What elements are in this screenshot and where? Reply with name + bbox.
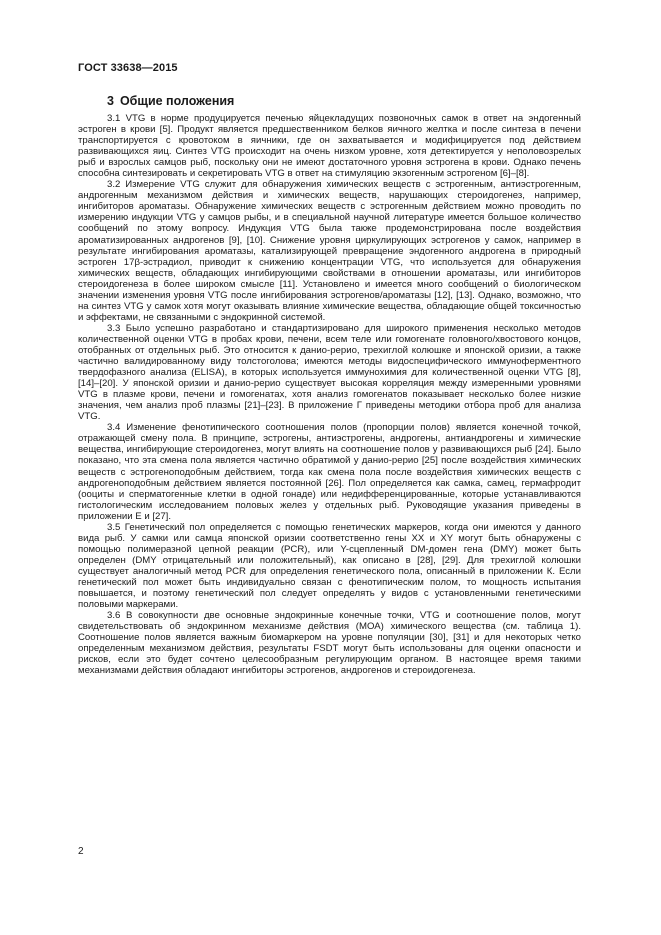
paragraph-3-3: 3.3 Было успешно разработано и стандартизировано для широкого применения несколько методов количественной оценки VTG в пробах крови, печени, всем теле или гомогенате головного/хвостового концов, отобранных от отдельных рыб. Это относится к данио-рерио, трехиглой колюшке и японской оризии, а также частично валидированному виду толстоголова; имеются методы видоспецифического иммуноферментного твердофазного анализа (ELISA), в которых используется иммунохимия для количественной оценки VTG [8], [14]–[20]. У японской оризии и данио-рерио существует высокая корреляция между измеренными уровнями VTG в плазме крови, печени и гомогенатах, хотя анализ гомогенатов показывает несколько более низкие значения, чем анализ проб плазмы [21]–[23]. В приложение Г приведены методики отбора проб для анализа VTG. [78, 322, 581, 423]
paragraph-3-4: 3.4 Изменение фенотипического соотношения полов (пропорции полов) является конечной точкой, отражающей смену пола. В принципе, эстрогены, антиэстрогены, андрогены, антиандрогены и химические вещества, ингибирующие стероидогенез, могут влиять на соотношение полов у развивающихся рыб [24]. Было показано, что эта смена пола является частично обратимой у данио-рерио [25] после воздействия химических веществ с эстрогеноподобным действием, тогда как смена пола после воздействия химических веществ с андрогеноподобным действием является постоянной [26]. Пол определяется как самка, самец, гермафродит (ооциты и сперматогенные клетки в одной гонаде) или недифференцированные, которые устанавливаются гистологическим исследованием половых желез у отдельных рыб. Руководящие указания приведены в приложении Е и [27]. [78, 422, 581, 522]
section-title: Общие положения [119, 94, 235, 108]
section-body [78, 113, 581, 676]
section-number: 3 [107, 94, 114, 108]
page-number: 2 [78, 846, 84, 857]
paragraph-3-2: 3.2 Измерение VTG служит для обнаружения химических веществ с эстрогенным, антиэстрогенным, андрогенным механизмом действия и химических веществ, нарушающих стероидогенез, например, ингибиторов ароматазы. Обнаружение химических веществ с эстрогенным действием можно проводить по измерению индукции VTG у самцов рыбы, и в специальной научной литературе имеется большое количество сообщений по этому вопросу. Индукция VTG была также продемонстрирована после воздействия ароматизированных андрогенов [9], [10]. Снижение уровня циркулирующих эстрогенов у самок, например в результате ингибирования ароматазы, катализирующей превращение эндогенного андрогена в природный эстроген 17β-эстрадиол, приводит к снижению концентрации VTG, что используется для обнаружения химических веществ, обладающих ингибирующими свойствами в отношении ароматазы, или ингибиторов стероидогенеза в более широком смысле [11]. Установлено и имеется много сообщений о биологическом значении изменения уровня VTG после ингибирования эстрогенов/ароматазы [12], [13]. Однако, возможно, что на синтез VTG у самок хотя могут оказывать влияние химические вещества, обладающие общей токсичностью и эффектами, не связанными с эндокринной системой. [78, 179, 581, 323]
paragraph-3-1: 3.1 VTG в норме продуцируется печенью яйцекладущих позвоночных самок в ответ на эндогенный эстроген в крови [5]. Продукт является предшественником белков яичного желтка и после синтеза в печени транспортируется с кровотоком в яичники, где он захватывается и модифицируется под действием развивающихся яиц. Синтез VTG происходит на очень низком уровне, хотя детектируется у неполовозрелых рыб и взрослых самцов рыб, поскольку они не имеют достаточного уровня эстрогена в крови. Однако печень способна синтезировать и секретировать VTG в ответ на стимуляцию экзогенным эстрогеном [6]–[8]. [78, 113, 581, 180]
paragraph-3-5: 3.5 Генетический пол определяется с помощью генетических маркеров, когда они имеются у данного вида рыб. У самки или самца японской оризии соответственно гены XX и XY могут быть обнаружены с помощью полимеразной цепной реакции (PCR), или Y-сцепленный DM-домен гена (DMY) может быть определен (DMY отрицательный или положительный), как описано в [28], [29]. Для трехиглой колюшки существует аналогичный метод PCR для определения генетического пола, описанный в приложении К. Если генетический пол может быть индивидуально связан с фенотипическим полом, то мощность испытания повышается, и поэтому генетический пол следует определять у видов с установленными генетическими половыми маркерами. [78, 521, 581, 611]
section-heading [107, 94, 234, 108]
paragraph-3-6: 3.6 В совокупности две основные эндокринные конечные точки, VTG и соотношение полов, могут свидетельствовать об эндокринном механизме действия (МОА) химического вещества (см. таблица 1). Соотношение полов является важным биомаркером на уровне популяции [30], [31] и для некоторых четко определенным механизмом действия, результаты FSDT могут быть использованы для оценки опасности и рисков, если это будет сочтено целесообразным регулирующим органом. В настоящее время такими механизмами действия обладают ингибиторы эстрогенов, андрогенов и стероидогенеза. [78, 610, 581, 677]
standard-header: ГОСТ 33638—2015 [78, 62, 178, 74]
